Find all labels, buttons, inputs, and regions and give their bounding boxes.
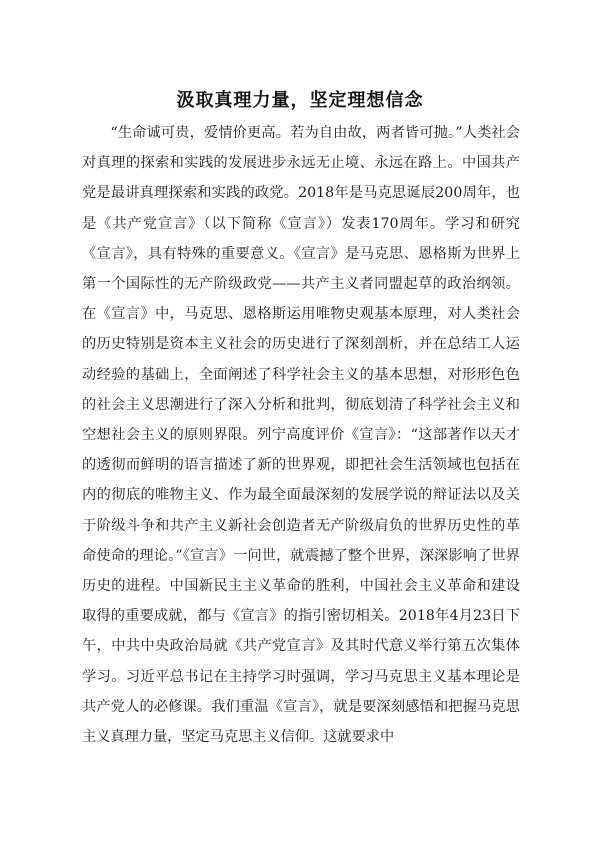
body-paragraph: “生命诚可贵，爱情价更高。若为自由故，两者皆可抛。”人类社会对真理的探索和实践的发展进步永远无止境、永远在路上。中国共产党是最讲真理探索和实践的政党。2018年是马克思诞辰200周年，也是《共产党宣言》（以下简称《宣言》）发表170周年。学习和研究《宣言》，具有特殊的重要意义。《宣言》是马克思、恩格斯为世界上第一个国际性的无产阶级政党——共产主义者同盟起草的政治纲领。在《宣言》中，马克思、恩格斯运用唯物史观基本原理，对人类社会的历史特别是资本主义社会的历史进行了深刻剖析，并在总结工人运动经验的基础上，全面阐述了科学社会主义的基本思想，对形形色色的社会主义思潮进行了深入分析和批判，彻底划清了科学社会主义和空想社会主义的原则界限。列宁高度评价《宣言》：“这部著作以天才的透彻而鲜明的语言描述了新的世界观，即把社会生活领域也包括在内的彻底的唯物主义、作为最全面最深刻的发展学说的辩证法以及关于阶级斗争和共产主义新社会创造者无产阶级肩负的世界历史性的革命使命的理论。”《宣言》一问世，就震撼了整个世界，深深影响了世界历史的进程。中国新民主主义革命的胜利，中国社会主义革命和建设取得的重要成就，都与《宣言》的指引密切相关。2018年4月23日下午，中共中央政治局就《共产党宣言》及其时代意义举行第五次集体学习。习近平总书记在主持学习时强调，学习马克思主义基本理论是共产党人的必修课。我们重温《宣言》，就是要深刻感悟和把握马克思主义真理力量，坚定马克思主义信仰。这就要求中 <box>82 125 520 746</box>
document-title: 汲取真理力量，坚定理想信念 <box>176 90 424 111</box>
